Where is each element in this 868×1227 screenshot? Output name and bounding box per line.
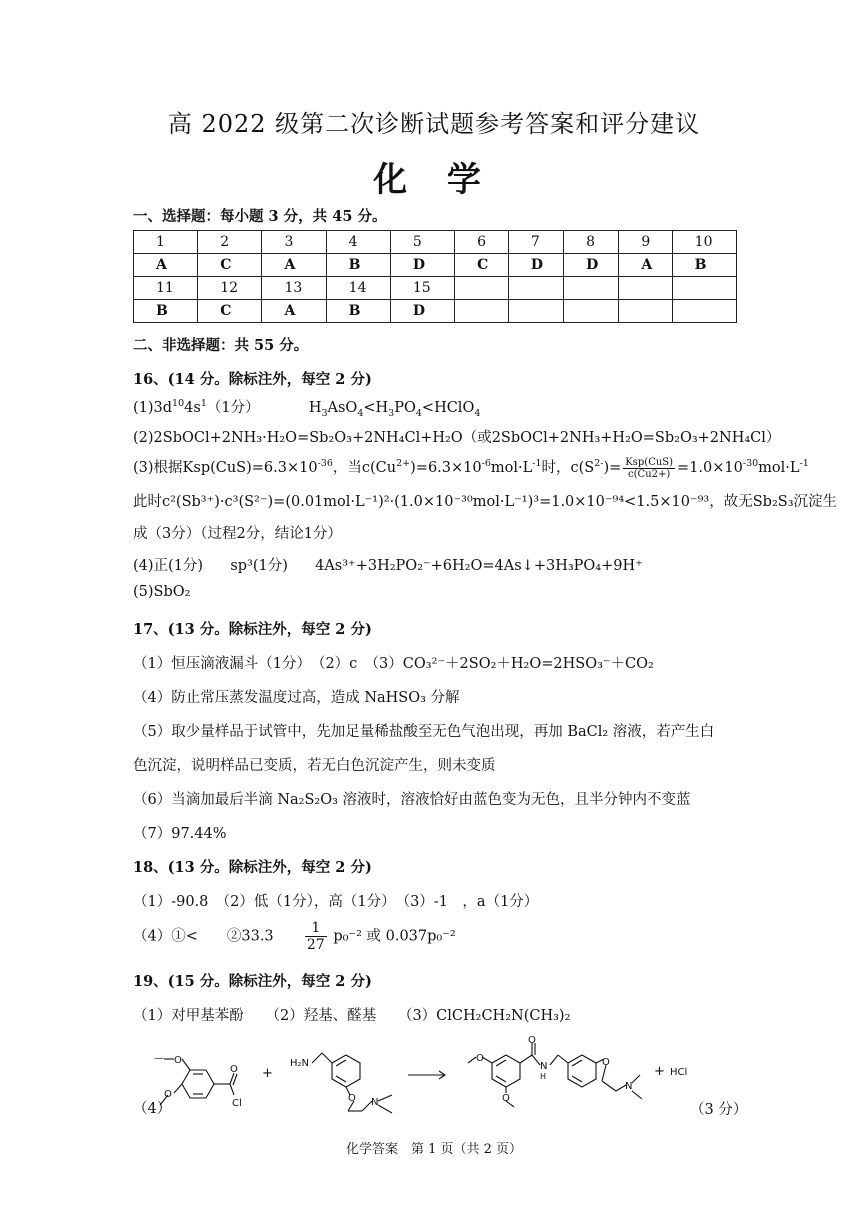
table-row-numbers bbox=[134, 277, 737, 300]
q19-score: （3 分） bbox=[690, 1102, 748, 1118]
q-answer: B bbox=[326, 300, 390, 323]
q-number: 3 bbox=[262, 231, 326, 254]
q18-line1: （1）-90.8 （2）低（1分），高（1分） （3）-1 ，a（1分） bbox=[133, 894, 539, 910]
q19-line1: （1）对甲基苯酚 （2）羟基、醛基 （3）ClCH₂CH₂N(CH₃)₂ bbox=[133, 1008, 571, 1024]
text: 4As³⁺+3H₂PO₂⁻+6H₂O=4As↓+3H₃PO₄+9H⁺ bbox=[315, 558, 643, 574]
q-answer: D bbox=[564, 254, 619, 277]
q-answer: A bbox=[262, 254, 326, 277]
text: p₀⁻² 或 0.037p₀⁻² bbox=[333, 928, 456, 945]
text: AsO bbox=[327, 400, 358, 416]
q-number: 2 bbox=[198, 231, 262, 254]
section-choice-heading: 一、选择题：每小题 3 分，共 45 分。 bbox=[133, 208, 387, 225]
amine-structure bbox=[312, 1053, 392, 1113]
plus-sign: + bbox=[654, 1064, 665, 1079]
text: 4s bbox=[184, 400, 201, 416]
text: 时，c(S bbox=[541, 460, 595, 476]
subject-title: 化 学 bbox=[373, 160, 495, 200]
q-number: 6 bbox=[455, 231, 509, 254]
empty-cell bbox=[564, 300, 619, 323]
fraction bbox=[305, 920, 327, 953]
q-number: 1 bbox=[134, 231, 198, 254]
text: sp³(1分) bbox=[230, 558, 288, 574]
atom-label: N bbox=[371, 1097, 379, 1108]
empty-cell bbox=[619, 277, 672, 300]
q-answer: C bbox=[198, 300, 262, 323]
empty-cell bbox=[672, 300, 736, 323]
section-nonchoice-heading: 二、非选择题：共 55 分。 bbox=[133, 337, 309, 354]
atom-label: H₂N bbox=[290, 1058, 310, 1069]
plus-sign: + bbox=[262, 1066, 273, 1081]
q19-heading: 19、(15 分。除标注外，每空 2 分) bbox=[133, 973, 372, 990]
atom-label: O bbox=[502, 1093, 510, 1104]
ksp-fraction bbox=[623, 457, 675, 480]
text: （4）①< ②33.3 bbox=[133, 928, 274, 945]
page-title: 高 2022 级第二次诊断试题参考答案和评分建议 bbox=[167, 110, 701, 138]
q-number: 15 bbox=[390, 277, 454, 300]
q17-line1: （1）恒压滴液漏斗（1分） （2）c （3）CO₃²⁻＋2SO₂＋H₂O=2HSO₃⁻＋CO₂ bbox=[133, 656, 654, 672]
atom-label: H bbox=[540, 1072, 547, 1081]
atom-label: O bbox=[164, 1089, 172, 1100]
q16-line6 bbox=[133, 554, 643, 575]
q19-item4-label: （4） bbox=[133, 1101, 172, 1117]
q17-line5: （6）当滴加最后半滴 Na₂S₂O₃ 溶液时，溶液恰好由蓝色变为无色，且半分钟内不变蓝 bbox=[133, 792, 691, 808]
text: <H bbox=[363, 400, 389, 416]
atom-label: O bbox=[348, 1093, 356, 1104]
atom-label: O bbox=[230, 1064, 238, 1075]
product-structure bbox=[468, 1043, 642, 1107]
text: mol·L bbox=[490, 460, 533, 476]
q-answer: B bbox=[326, 254, 390, 277]
q-answer: D bbox=[508, 254, 563, 277]
fraction-denominator: 27 bbox=[306, 937, 325, 953]
q-number: 7 bbox=[508, 231, 563, 254]
fraction-numerator: Ksp(CuS) bbox=[625, 456, 674, 468]
atom-label: N bbox=[540, 1061, 548, 1072]
text: <HClO bbox=[421, 400, 475, 416]
text: )=6.3×10 bbox=[410, 460, 482, 476]
q17-heading: 17、(13 分。除标注外，每空 2 分) bbox=[133, 621, 372, 638]
q-answer: A bbox=[134, 254, 198, 277]
atom-label: O bbox=[476, 1053, 484, 1064]
q18-line2 bbox=[133, 920, 456, 953]
q16-line5: 成（3分）（过程2分，结论1分） bbox=[133, 526, 342, 542]
q17-line6: （7）97.44% bbox=[133, 826, 227, 842]
q16-line1: $(1)3d^{10}4s^1(1$分） $H_3AsO_4<H_3PO_4<HClO_4$ bbox=[133, 398, 481, 419]
empty-cell bbox=[672, 277, 736, 300]
q-answer: B bbox=[672, 254, 736, 277]
q16-line4: 此时c²(Sb³⁺)·c³(S²⁻)=(0.01mol·L⁻¹)²·(1.0×10⁻³⁰mol·L⁻¹)³=1.0×10⁻⁹⁴<1.5×10⁻⁹³，故无Sb₂S₃沉淀生 bbox=[133, 494, 838, 510]
fraction-denominator: c(Cu2+) bbox=[628, 468, 671, 480]
q-answer: A bbox=[262, 300, 326, 323]
text: =1.0×10 bbox=[677, 460, 743, 476]
q-number: 8 bbox=[564, 231, 619, 254]
text: H bbox=[308, 400, 322, 416]
empty-cell bbox=[455, 300, 509, 323]
atom-label: Cl bbox=[232, 1098, 242, 1109]
q-number: 11 bbox=[134, 277, 198, 300]
atom-label: O bbox=[602, 1057, 610, 1068]
empty-cell bbox=[619, 300, 672, 323]
atom-label: O bbox=[528, 1035, 536, 1046]
text: (1)3d bbox=[133, 400, 173, 416]
table-row-answers bbox=[134, 300, 737, 323]
q16-heading: 16、(14 分。除标注外，每空 2 分) bbox=[133, 371, 372, 388]
text: ，当c(Cu bbox=[332, 460, 397, 476]
text: (4)正(1分) bbox=[133, 558, 204, 574]
q-answer: D bbox=[390, 300, 454, 323]
table-row-answers bbox=[134, 254, 737, 277]
q-number: 4 bbox=[326, 231, 390, 254]
q-answer: C bbox=[455, 254, 509, 277]
q-number: 10 bbox=[672, 231, 736, 254]
q-number: 9 bbox=[619, 231, 672, 254]
q17-line3: （5）取少量样品于试管中，先加足量稀盐酸至无色气泡出现，再加 BaCl₂ 溶液，若产生白 bbox=[133, 724, 715, 740]
q-number: 5 bbox=[390, 231, 454, 254]
q16-line3: (3)根据$Ksp(CuS)=6.3\times 10^{-36}$，当$c(Cu^{2+})=6.3\times 10^{-6}mol\cdot L^{-1}$时，$c(S^{2-})=$ $\frac{\text{Ksp(CuS)}}{c(Cu2+)}$ $=1.0\times 10^{-30}mol\cdot L^{-1}$ bbox=[133, 456, 809, 480]
empty-cell bbox=[508, 277, 563, 300]
q16-line7: (5)SbO₂ bbox=[133, 584, 191, 600]
q-answer: A bbox=[619, 254, 672, 277]
fraction-numerator: 1 bbox=[305, 920, 327, 937]
q17-line4: 色沉淀，说明样品已变质，若无白色沉淀产生，则未变质 bbox=[133, 758, 496, 774]
q-answer: D bbox=[390, 254, 454, 277]
empty-cell bbox=[455, 277, 509, 300]
q-answer: C bbox=[198, 254, 262, 277]
reaction-scheme bbox=[140, 1035, 740, 1120]
q-answer: B bbox=[134, 300, 198, 323]
q-number: 12 bbox=[198, 277, 262, 300]
table-row-numbers bbox=[134, 231, 737, 254]
q-number: 13 bbox=[262, 277, 326, 300]
methyl-dash: — bbox=[154, 1053, 164, 1064]
atom-label: O bbox=[174, 1055, 182, 1066]
empty-cell bbox=[564, 277, 619, 300]
page-footer: 化学答案 第 1 页（共 2 页） bbox=[345, 1142, 523, 1157]
empty-cell bbox=[508, 300, 563, 323]
text: （1分） bbox=[206, 400, 260, 416]
hcl-label: HCl bbox=[670, 1067, 688, 1078]
text: (3)根据Ksp(CuS)=6.3×10 bbox=[133, 460, 318, 476]
q-number: 14 bbox=[326, 277, 390, 300]
atom-label: N bbox=[625, 1081, 633, 1092]
answer-table bbox=[133, 230, 737, 323]
q17-line2: （4）防止常压蒸发温度过高，造成 NaHSO₃ 分解 bbox=[133, 690, 460, 706]
text: mol·L bbox=[758, 460, 800, 476]
text: PO bbox=[394, 400, 416, 416]
text: )= bbox=[603, 460, 622, 476]
q16-line2: (2)2SbOCl+2NH₃·H₂O=Sb₂O₃+2NH₄Cl+H₂O（或2SbOCl+2NH₃+H₂O=Sb₂O₃+2NH₄Cl） bbox=[133, 430, 781, 446]
q18-heading: 18、(13 分。除标注外，每空 2 分) bbox=[133, 859, 372, 876]
